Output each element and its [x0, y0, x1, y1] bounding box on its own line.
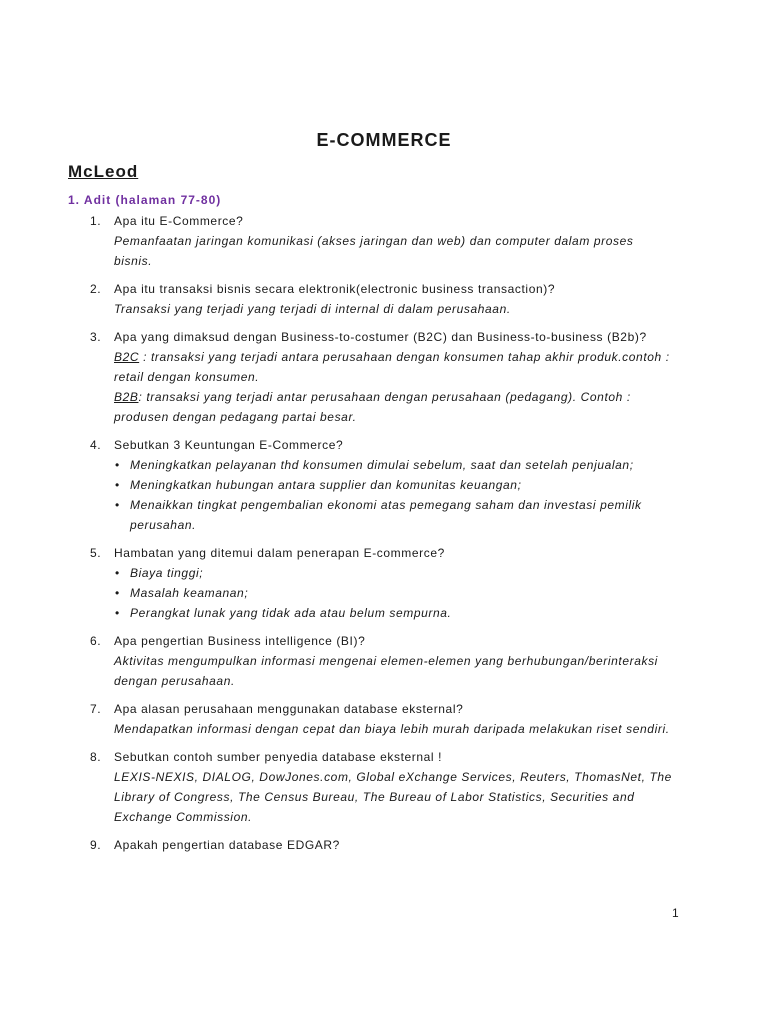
question-text: Apakah pengertian database EDGAR?	[114, 838, 340, 852]
question-text: Apa alasan perusahaan menggunakan database eksternal?	[114, 702, 464, 716]
question-item	[0, 835, 768, 855]
answer-bullet: • Biaya tinggi;	[114, 563, 674, 583]
answer-bullet: • Meningkatkan hubungan antara supplier dan komunitas keuangan;	[114, 475, 674, 495]
question-number: 2.	[90, 282, 102, 296]
answer-bullet-list	[114, 563, 674, 623]
answer-text: Pemanfaatan jaringan komunikasi (akses jaringan dan web) dan computer dalam proses bisnis.	[114, 234, 634, 268]
question-item	[0, 211, 768, 271]
b2b-definition: : transaksi yang terjadi antar perusahaan dengan perusahaan (pedagang). Contoh : produsen dengan pedagang partai besar.	[114, 390, 631, 424]
question-item	[0, 279, 768, 319]
question-text: Hambatan yang ditemui dalam penerapan E-commerce?	[114, 546, 445, 560]
answer-b2c	[114, 347, 674, 387]
question-number: 3.	[90, 330, 102, 344]
answer-bullet: • Meningkatkan pelayanan thd konsumen dimulai sebelum, saat dan setelah penjualan;	[114, 455, 674, 475]
answer-text: LEXIS-NEXIS, DIALOG, DowJones.com, Global eXchange Services, Reuters, ThomasNet, The Library of Congress, The Census Bureau, The Bureau of Labor Statistics, Securities and Exchange Commission.	[114, 770, 672, 824]
question-number: 5.	[90, 546, 102, 560]
answer-text: Mendapatkan informasi dengan cepat dan biaya lebih murah daripada melakukan riset sendiri.	[114, 722, 670, 736]
question-text: Apa pengertian Business intelligence (BI)?	[114, 634, 366, 648]
question-number: 4.	[90, 438, 102, 452]
question-text: Apa itu E-Commerce?	[114, 214, 244, 228]
question-text: Apa itu transaksi bisnis secara elektronik(electronic business transaction)?	[114, 282, 556, 296]
b2b-term: B2B	[114, 390, 139, 404]
question-item	[0, 699, 768, 739]
question-item	[0, 631, 768, 691]
question-text: Apa yang dimaksud dengan Business-to-costumer (B2C) dan Business-to-business (B2b)?	[114, 330, 647, 344]
answer-bullet: • Masalah keamanan;	[114, 583, 674, 603]
question-item	[0, 435, 768, 535]
question-item	[0, 747, 768, 827]
question-number: 9.	[90, 838, 102, 852]
question-number: 8.	[90, 750, 102, 764]
b2c-term: B2C	[114, 350, 140, 364]
answer-bullet: • Menaikkan tingkat pengembalian ekonomi atas pemegang saham dan investasi pemilik perusahan.	[114, 495, 674, 535]
question-item	[0, 543, 768, 623]
section-heading: 1. Adit (halaman 77-80)	[68, 193, 222, 207]
document-title: E-COMMERCE	[316, 130, 452, 150]
author-heading: McLeod	[68, 162, 139, 181]
question-number: 1.	[90, 214, 102, 228]
page-number: 1	[672, 906, 679, 920]
question-item	[0, 327, 768, 427]
question-list	[0, 211, 768, 863]
question-text: Sebutkan 3 Keuntungan E-Commerce?	[114, 438, 344, 452]
answer-text: Aktivitas mengumpulkan informasi mengenai elemen-elemen yang berhubungan/berinteraksi dengan perusahaan.	[114, 654, 658, 688]
question-number: 7.	[90, 702, 102, 716]
answer-bullet: • Perangkat lunak yang tidak ada atau belum sempurna.	[114, 603, 674, 623]
answer-b2b	[114, 387, 674, 427]
answer-text: Transaksi yang terjadi yang terjadi di internal di dalam perusahaan.	[114, 302, 511, 316]
b2c-definition: : transaksi yang terjadi antara perusahaan dengan konsumen tahap akhir produk.contoh : retail dengan konsumen.	[114, 350, 670, 384]
answer-bullet-list	[114, 455, 674, 535]
question-number: 6.	[90, 634, 102, 648]
question-text: Sebutkan contoh sumber penyedia database eksternal !	[114, 750, 443, 764]
